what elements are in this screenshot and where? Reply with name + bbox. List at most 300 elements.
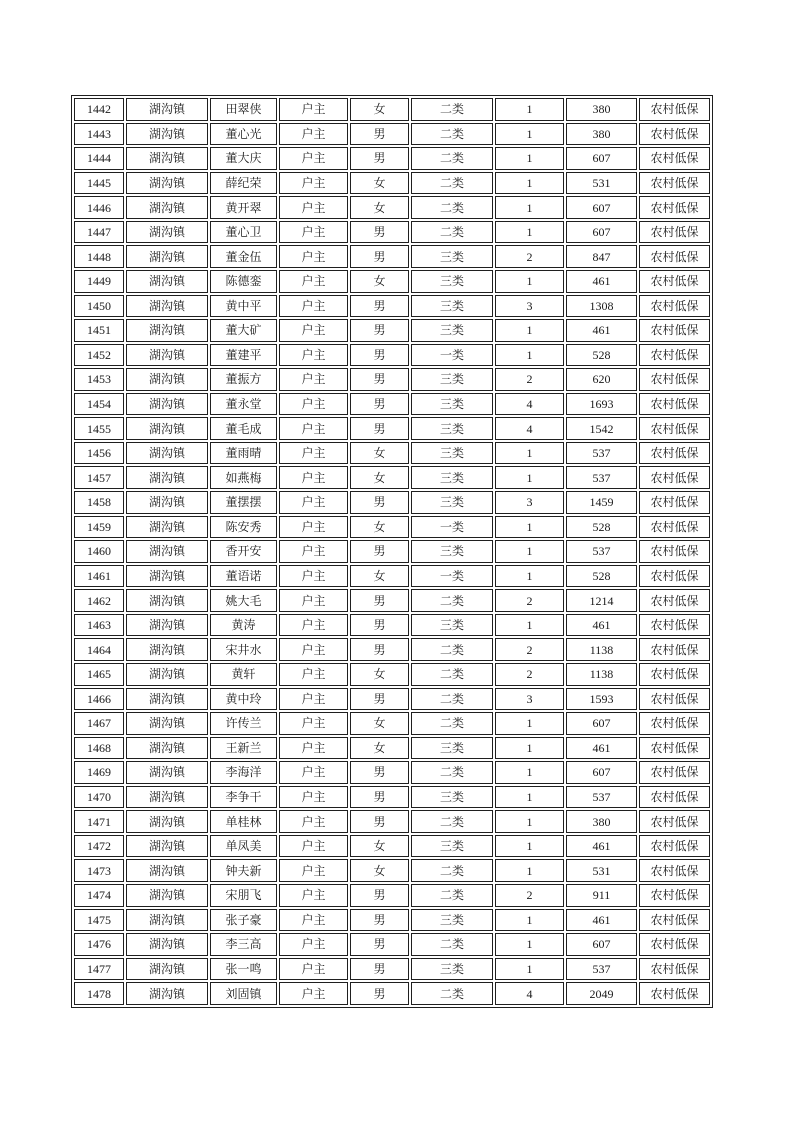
cell-town: 湖沟镇 (126, 516, 208, 539)
table-row (74, 565, 710, 588)
cell-people-count: 3 (495, 491, 564, 514)
cell-amount: 1542 (566, 417, 637, 440)
cell-amount: 1693 (566, 393, 637, 416)
cell-serial: 1474 (74, 884, 124, 907)
cell-assistance-type: 农村低保 (639, 835, 710, 858)
cell-category: 二类 (411, 123, 493, 146)
cell-gender: 男 (350, 909, 409, 932)
cell-gender: 男 (350, 540, 409, 563)
cell-people-count: 1 (495, 221, 564, 244)
cell-gender: 男 (350, 393, 409, 416)
cell-town: 湖沟镇 (126, 589, 208, 612)
cell-amount: 911 (566, 884, 637, 907)
cell-gender: 女 (350, 737, 409, 760)
table-row (74, 442, 710, 465)
cell-assistance-type: 农村低保 (639, 688, 710, 711)
cell-category: 三类 (411, 737, 493, 760)
cell-assistance-type: 农村低保 (639, 466, 710, 489)
cell-category: 二类 (411, 172, 493, 195)
cell-town: 湖沟镇 (126, 565, 208, 588)
cell-people-count: 1 (495, 516, 564, 539)
cell-serial: 1462 (74, 589, 124, 612)
cell-relation: 户主 (279, 319, 348, 342)
cell-name: 张一鸣 (210, 958, 277, 981)
cell-name: 薛纪荣 (210, 172, 277, 195)
cell-assistance-type: 农村低保 (639, 147, 710, 170)
table-row (74, 638, 710, 661)
cell-gender: 男 (350, 491, 409, 514)
cell-town: 湖沟镇 (126, 540, 208, 563)
cell-serial: 1464 (74, 638, 124, 661)
cell-serial: 1477 (74, 958, 124, 981)
cell-people-count: 1 (495, 466, 564, 489)
cell-assistance-type: 农村低保 (639, 982, 710, 1005)
cell-serial: 1447 (74, 221, 124, 244)
table-row (74, 466, 710, 489)
cell-town: 湖沟镇 (126, 884, 208, 907)
cell-assistance-type: 农村低保 (639, 516, 710, 539)
cell-serial: 1457 (74, 466, 124, 489)
cell-relation: 户主 (279, 442, 348, 465)
cell-amount: 607 (566, 221, 637, 244)
cell-category: 三类 (411, 909, 493, 932)
cell-amount: 847 (566, 245, 637, 268)
cell-amount: 528 (566, 516, 637, 539)
cell-category: 三类 (411, 491, 493, 514)
cell-town: 湖沟镇 (126, 98, 208, 121)
cell-relation: 户主 (279, 958, 348, 981)
cell-relation: 户主 (279, 393, 348, 416)
cell-gender: 男 (350, 786, 409, 809)
cell-amount: 607 (566, 147, 637, 170)
table-row (74, 982, 710, 1005)
cell-people-count: 2 (495, 368, 564, 391)
cell-people-count: 1 (495, 172, 564, 195)
cell-people-count: 1 (495, 712, 564, 735)
cell-amount: 1593 (566, 688, 637, 711)
cell-relation: 户主 (279, 810, 348, 833)
cell-amount: 1308 (566, 295, 637, 318)
cell-gender: 男 (350, 688, 409, 711)
cell-category: 二类 (411, 810, 493, 833)
cell-people-count: 2 (495, 663, 564, 686)
cell-category: 二类 (411, 196, 493, 219)
cell-category: 三类 (411, 295, 493, 318)
cell-category: 一类 (411, 565, 493, 588)
cell-serial: 1458 (74, 491, 124, 514)
cell-category: 二类 (411, 859, 493, 882)
cell-assistance-type: 农村低保 (639, 884, 710, 907)
cell-town: 湖沟镇 (126, 761, 208, 784)
cell-category: 二类 (411, 98, 493, 121)
cell-gender: 女 (350, 516, 409, 539)
cell-serial: 1448 (74, 245, 124, 268)
cell-amount: 537 (566, 466, 637, 489)
cell-amount: 2049 (566, 982, 637, 1005)
table-row (74, 688, 710, 711)
cell-serial: 1463 (74, 614, 124, 637)
cell-serial: 1455 (74, 417, 124, 440)
cell-gender: 女 (350, 663, 409, 686)
cell-gender: 男 (350, 958, 409, 981)
cell-people-count: 2 (495, 589, 564, 612)
table-row (74, 516, 710, 539)
cell-serial: 1470 (74, 786, 124, 809)
cell-category: 三类 (411, 368, 493, 391)
cell-town: 湖沟镇 (126, 123, 208, 146)
cell-amount: 537 (566, 540, 637, 563)
cell-gender: 男 (350, 589, 409, 612)
cell-assistance-type: 农村低保 (639, 344, 710, 367)
cell-category: 二类 (411, 638, 493, 661)
cell-town: 湖沟镇 (126, 270, 208, 293)
table-row (74, 884, 710, 907)
cell-name: 姚大毛 (210, 589, 277, 612)
cell-amount: 531 (566, 172, 637, 195)
cell-amount: 461 (566, 835, 637, 858)
cell-people-count: 1 (495, 270, 564, 293)
cell-relation: 户主 (279, 344, 348, 367)
cell-amount: 537 (566, 786, 637, 809)
cell-people-count: 3 (495, 688, 564, 711)
cell-assistance-type: 农村低保 (639, 638, 710, 661)
cell-category: 二类 (411, 884, 493, 907)
cell-amount: 461 (566, 909, 637, 932)
cell-amount: 607 (566, 761, 637, 784)
table-row (74, 663, 710, 686)
cell-gender: 男 (350, 245, 409, 268)
table-row (74, 245, 710, 268)
cell-people-count: 1 (495, 98, 564, 121)
cell-name: 董振方 (210, 368, 277, 391)
cell-relation: 户主 (279, 516, 348, 539)
cell-name: 董毛成 (210, 417, 277, 440)
cell-gender: 女 (350, 270, 409, 293)
table-row (74, 909, 710, 932)
cell-gender: 男 (350, 368, 409, 391)
cell-amount: 531 (566, 859, 637, 882)
cell-name: 宋井水 (210, 638, 277, 661)
cell-serial: 1456 (74, 442, 124, 465)
table-row (74, 270, 710, 293)
cell-name: 董摆摆 (210, 491, 277, 514)
table-row (74, 319, 710, 342)
table-row (74, 712, 710, 735)
cell-town: 湖沟镇 (126, 786, 208, 809)
cell-town: 湖沟镇 (126, 147, 208, 170)
cell-serial: 1472 (74, 835, 124, 858)
cell-relation: 户主 (279, 638, 348, 661)
cell-serial: 1452 (74, 344, 124, 367)
table-row (74, 98, 710, 121)
cell-people-count: 1 (495, 810, 564, 833)
table-row (74, 614, 710, 637)
cell-serial: 1453 (74, 368, 124, 391)
cell-category: 三类 (411, 270, 493, 293)
table-row (74, 123, 710, 146)
cell-amount: 528 (566, 344, 637, 367)
cell-name: 董语诺 (210, 565, 277, 588)
cell-serial: 1467 (74, 712, 124, 735)
cell-amount: 380 (566, 123, 637, 146)
cell-amount: 607 (566, 712, 637, 735)
cell-gender: 女 (350, 196, 409, 219)
cell-town: 湖沟镇 (126, 933, 208, 956)
cell-people-count: 1 (495, 909, 564, 932)
cell-gender: 男 (350, 417, 409, 440)
cell-town: 湖沟镇 (126, 295, 208, 318)
cell-people-count: 1 (495, 737, 564, 760)
cell-relation: 户主 (279, 909, 348, 932)
cell-gender: 女 (350, 172, 409, 195)
table-row (74, 147, 710, 170)
cell-people-count: 3 (495, 295, 564, 318)
cell-town: 湖沟镇 (126, 221, 208, 244)
cell-relation: 户主 (279, 933, 348, 956)
cell-serial: 1465 (74, 663, 124, 686)
cell-amount: 528 (566, 565, 637, 588)
cell-category: 二类 (411, 761, 493, 784)
cell-gender: 男 (350, 221, 409, 244)
cell-name: 香开安 (210, 540, 277, 563)
table-row (74, 344, 710, 367)
cell-assistance-type: 农村低保 (639, 663, 710, 686)
table-row (74, 958, 710, 981)
cell-category: 三类 (411, 540, 493, 563)
cell-town: 湖沟镇 (126, 909, 208, 932)
cell-gender: 女 (350, 466, 409, 489)
cell-relation: 户主 (279, 491, 348, 514)
cell-category: 三类 (411, 442, 493, 465)
table-row (74, 786, 710, 809)
table-row (74, 810, 710, 833)
cell-town: 湖沟镇 (126, 491, 208, 514)
cell-category: 一类 (411, 516, 493, 539)
cell-gender: 男 (350, 295, 409, 318)
cell-category: 三类 (411, 835, 493, 858)
cell-serial: 1444 (74, 147, 124, 170)
cell-town: 湖沟镇 (126, 859, 208, 882)
cell-name: 单凤美 (210, 835, 277, 858)
cell-relation: 户主 (279, 295, 348, 318)
cell-gender: 女 (350, 442, 409, 465)
cell-category: 二类 (411, 933, 493, 956)
table-row (74, 221, 710, 244)
cell-gender: 女 (350, 859, 409, 882)
cell-assistance-type: 农村低保 (639, 196, 710, 219)
cell-town: 湖沟镇 (126, 663, 208, 686)
cell-town: 湖沟镇 (126, 835, 208, 858)
cell-town: 湖沟镇 (126, 172, 208, 195)
cell-category: 二类 (411, 688, 493, 711)
cell-category: 二类 (411, 712, 493, 735)
cell-relation: 户主 (279, 270, 348, 293)
cell-town: 湖沟镇 (126, 466, 208, 489)
cell-assistance-type: 农村低保 (639, 761, 710, 784)
cell-amount: 537 (566, 442, 637, 465)
cell-amount: 1138 (566, 638, 637, 661)
cell-people-count: 1 (495, 859, 564, 882)
cell-assistance-type: 农村低保 (639, 123, 710, 146)
cell-assistance-type: 农村低保 (639, 933, 710, 956)
cell-relation: 户主 (279, 835, 348, 858)
cell-relation: 户主 (279, 859, 348, 882)
table-row (74, 393, 710, 416)
cell-people-count: 1 (495, 344, 564, 367)
cell-people-count: 1 (495, 196, 564, 219)
cell-gender: 女 (350, 98, 409, 121)
cell-category: 一类 (411, 344, 493, 367)
benefit-table-body (74, 98, 710, 1005)
cell-category: 二类 (411, 221, 493, 244)
cell-serial: 1476 (74, 933, 124, 956)
table-row (74, 933, 710, 956)
cell-relation: 户主 (279, 589, 348, 612)
cell-serial: 1442 (74, 98, 124, 121)
cell-name: 陈德銮 (210, 270, 277, 293)
cell-gender: 女 (350, 835, 409, 858)
cell-town: 湖沟镇 (126, 368, 208, 391)
cell-category: 二类 (411, 589, 493, 612)
cell-relation: 户主 (279, 123, 348, 146)
cell-category: 三类 (411, 466, 493, 489)
cell-gender: 男 (350, 638, 409, 661)
cell-name: 李海洋 (210, 761, 277, 784)
cell-serial: 1459 (74, 516, 124, 539)
cell-name: 董金伍 (210, 245, 277, 268)
cell-category: 三类 (411, 319, 493, 342)
cell-town: 湖沟镇 (126, 417, 208, 440)
cell-town: 湖沟镇 (126, 344, 208, 367)
cell-assistance-type: 农村低保 (639, 221, 710, 244)
cell-assistance-type: 农村低保 (639, 958, 710, 981)
cell-amount: 620 (566, 368, 637, 391)
cell-category: 二类 (411, 982, 493, 1005)
cell-people-count: 4 (495, 393, 564, 416)
cell-gender: 男 (350, 933, 409, 956)
table-row (74, 761, 710, 784)
cell-gender: 男 (350, 319, 409, 342)
cell-serial: 1460 (74, 540, 124, 563)
cell-assistance-type: 农村低保 (639, 368, 710, 391)
cell-assistance-type: 农村低保 (639, 737, 710, 760)
cell-category: 三类 (411, 417, 493, 440)
cell-name: 黄涛 (210, 614, 277, 637)
cell-amount: 537 (566, 958, 637, 981)
table-row (74, 540, 710, 563)
cell-name: 李争干 (210, 786, 277, 809)
cell-relation: 户主 (279, 712, 348, 735)
cell-serial: 1451 (74, 319, 124, 342)
cell-serial: 1454 (74, 393, 124, 416)
cell-relation: 户主 (279, 786, 348, 809)
table-row (74, 491, 710, 514)
cell-relation: 户主 (279, 368, 348, 391)
cell-name: 黄中平 (210, 295, 277, 318)
cell-name: 董大庆 (210, 147, 277, 170)
cell-name: 黄开翠 (210, 196, 277, 219)
table-row (74, 172, 710, 195)
table-row (74, 835, 710, 858)
cell-relation: 户主 (279, 761, 348, 784)
cell-gender: 女 (350, 712, 409, 735)
cell-people-count: 1 (495, 933, 564, 956)
cell-category: 二类 (411, 663, 493, 686)
cell-assistance-type: 农村低保 (639, 909, 710, 932)
cell-serial: 1446 (74, 196, 124, 219)
table-row (74, 859, 710, 882)
cell-assistance-type: 农村低保 (639, 810, 710, 833)
cell-assistance-type: 农村低保 (639, 491, 710, 514)
cell-people-count: 1 (495, 786, 564, 809)
cell-assistance-type: 农村低保 (639, 319, 710, 342)
cell-town: 湖沟镇 (126, 688, 208, 711)
cell-name: 张子豪 (210, 909, 277, 932)
cell-people-count: 1 (495, 123, 564, 146)
cell-assistance-type: 农村低保 (639, 172, 710, 195)
cell-relation: 户主 (279, 466, 348, 489)
cell-gender: 男 (350, 344, 409, 367)
cell-assistance-type: 农村低保 (639, 393, 710, 416)
cell-amount: 380 (566, 98, 637, 121)
cell-serial: 1473 (74, 859, 124, 882)
cell-gender: 女 (350, 565, 409, 588)
cell-people-count: 1 (495, 540, 564, 563)
cell-town: 湖沟镇 (126, 614, 208, 637)
cell-amount: 461 (566, 614, 637, 637)
cell-serial: 1475 (74, 909, 124, 932)
cell-assistance-type: 农村低保 (639, 98, 710, 121)
cell-name: 黄轩 (210, 663, 277, 686)
cell-name: 如燕梅 (210, 466, 277, 489)
cell-relation: 户主 (279, 663, 348, 686)
cell-amount: 380 (566, 810, 637, 833)
table-row (74, 589, 710, 612)
cell-category: 三类 (411, 393, 493, 416)
cell-town: 湖沟镇 (126, 319, 208, 342)
cell-people-count: 1 (495, 147, 564, 170)
cell-relation: 户主 (279, 884, 348, 907)
cell-relation: 户主 (279, 417, 348, 440)
cell-amount: 461 (566, 319, 637, 342)
cell-relation: 户主 (279, 614, 348, 637)
cell-category: 二类 (411, 147, 493, 170)
cell-serial: 1466 (74, 688, 124, 711)
cell-name: 董心卫 (210, 221, 277, 244)
table-row (74, 295, 710, 318)
cell-name: 钟夫新 (210, 859, 277, 882)
cell-amount: 1138 (566, 663, 637, 686)
cell-gender: 男 (350, 810, 409, 833)
cell-people-count: 1 (495, 319, 564, 342)
cell-name: 董大矿 (210, 319, 277, 342)
table-row (74, 737, 710, 760)
table-row (74, 417, 710, 440)
cell-name: 董建平 (210, 344, 277, 367)
cell-gender: 男 (350, 614, 409, 637)
table-row (74, 196, 710, 219)
cell-assistance-type: 农村低保 (639, 245, 710, 268)
cell-assistance-type: 农村低保 (639, 859, 710, 882)
cell-gender: 男 (350, 123, 409, 146)
cell-gender: 男 (350, 884, 409, 907)
cell-name: 陈安秀 (210, 516, 277, 539)
cell-town: 湖沟镇 (126, 712, 208, 735)
cell-relation: 户主 (279, 196, 348, 219)
cell-town: 湖沟镇 (126, 196, 208, 219)
cell-town: 湖沟镇 (126, 638, 208, 661)
cell-assistance-type: 农村低保 (639, 295, 710, 318)
